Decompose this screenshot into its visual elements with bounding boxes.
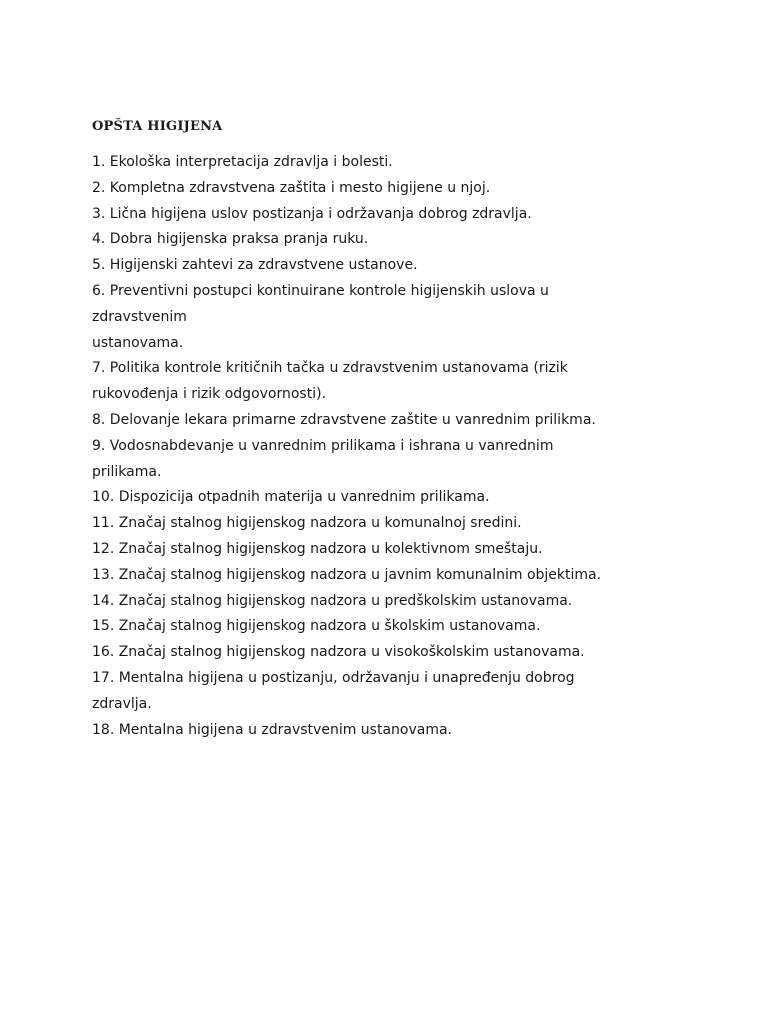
list-item: 15. Značaj stalnog higijenskog nadzora u školskim ustanovama. xyxy=(92,618,541,635)
list-item: 1. Ekološka interpretacija zdravlja i bolesti. xyxy=(92,154,393,170)
list-item: 18. Mentalna higijena u zdravstvenim ustanovama. xyxy=(92,721,453,738)
list-item: 16. Značaj stalnog higijenskog nadzora u visokoškolskim ustanovama. xyxy=(92,644,585,661)
topic-list xyxy=(92,150,692,743)
list-item: 5. Higijenski zahtevi za zdravstvene ustanove. xyxy=(92,257,418,274)
list-item: 6. Preventivni postupci kontinuirane kontrole higijenskih uslova u zdravstvenim ustanovama. xyxy=(92,282,549,351)
list-item: 4. Dobra higijenska praksa pranja ruku. xyxy=(92,231,369,248)
list-item: 17. Mentalna higijena u postizanju, održavanju i unapređenju dobrog zdravlja. xyxy=(92,669,575,712)
list-item: 11. Značaj stalnog higijenskog nadzora u komunalnoj sredini. xyxy=(92,515,522,532)
list-item: 7. Politika kontrole kritičnih tačka u zdravstvenim ustanovama (rizik rukovođenja i rizik odgovornosti). xyxy=(92,360,568,403)
list-item: 14. Značaj stalnog higijenskog nadzora u predškolskim ustanovama. xyxy=(92,592,573,609)
document-title: OPŠTA HIGIJENA xyxy=(92,119,223,134)
list-item: 9. Vodosnabdevanje u vanrednim prilikama i ishrana u vanrednim prilikama. xyxy=(92,437,554,480)
list-item: 3. Lična higijena uslov postizanja i održavanja dobrog zdravlja. xyxy=(92,205,532,222)
list-item: 2. Kompletna zdravstvena zaštita i mesto higijene u njoj. xyxy=(92,179,491,196)
list-item: 12. Značaj stalnog higijenskog nadzora u kolektivnom smeštaju. xyxy=(92,540,543,557)
list-item: 8. Delovanje lekara primarne zdravstvene zaštite u vanrednim prilikma. xyxy=(92,411,596,428)
list-item: 13. Značaj stalnog higijenskog nadzora u javnim komunalnim objektima. xyxy=(92,566,602,583)
list-item: 10. Dispozicija otpadnih materija u vanrednim prilikama. xyxy=(92,489,490,506)
